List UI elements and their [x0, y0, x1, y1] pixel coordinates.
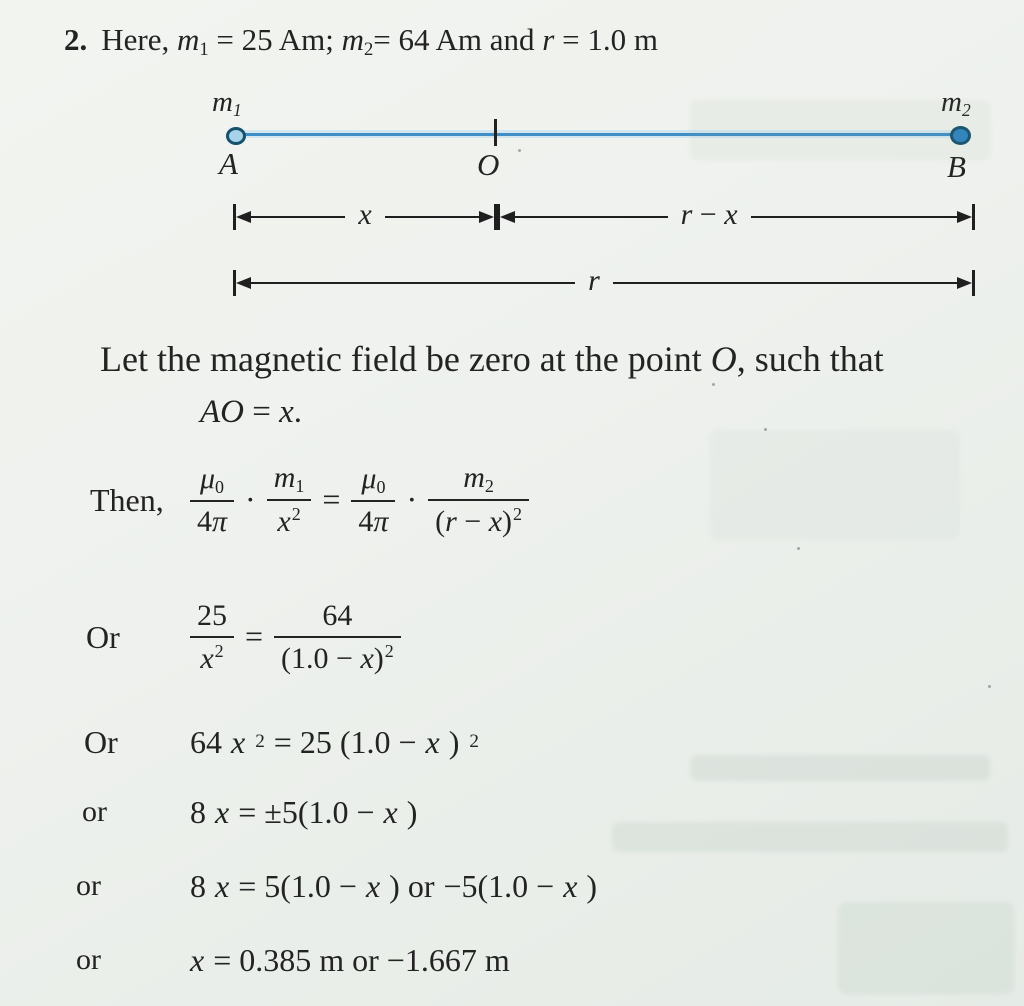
given-values-text: Here, m1 = 25 Am; m2= 64 Am and r = 1.0 m [101, 22, 658, 61]
dust-speck [797, 547, 800, 550]
bleed-through-smudge [710, 430, 960, 540]
bleed-through-smudge [690, 755, 990, 781]
row-label-or: or [76, 869, 101, 902]
row-label-or: Or [86, 618, 120, 655]
bleed-through-smudge [838, 902, 1014, 994]
arrowhead-right-icon [479, 211, 494, 223]
equation-two-cases: 8 x = 5(1.0 − x ) or −5(1.0 − x ) [190, 867, 598, 904]
row-label-or: or [76, 943, 101, 976]
measure-line [251, 282, 575, 284]
fraction-25-x2: $\frac{25}{x^2}$ [190, 599, 234, 675]
arrowhead-left-icon [236, 277, 251, 289]
measure-line [515, 216, 668, 218]
pole-dot-a [226, 127, 246, 145]
equals-sign: = [245, 618, 264, 655]
equation-field-balance [190, 461, 529, 539]
bleed-through-smudge [612, 822, 1008, 852]
dust-speck [764, 428, 767, 431]
measure-label-r: r [588, 264, 600, 297]
arrowhead-left-icon [500, 211, 515, 223]
problem-number: 2. [64, 22, 88, 57]
dimension-arrow-r [233, 264, 975, 297]
row-label-or: or [82, 795, 107, 828]
measure-label-x: x [358, 198, 372, 231]
dot-operator: · [245, 481, 256, 518]
dust-speck [518, 149, 521, 152]
label-m2: m2 [941, 86, 971, 120]
row-label-or: Or [84, 723, 118, 760]
solution-intro-text: Let the magnetic field be zero at the point O, such that [100, 339, 884, 379]
fraction-mu0-4pi: $\frac{\mu 0}{4\pi}$ [190, 462, 234, 539]
fraction-64-1-minus-x-squared: $\frac{64}{(1.0 - x)^2}$ [274, 599, 401, 675]
measure-line [251, 216, 345, 218]
equation-sqrt: 8 x = ±5(1.0 − x ) [190, 793, 418, 830]
equation-result: x = 0.385 m or −1.667 m [190, 941, 510, 978]
label-point-b: B [947, 149, 966, 184]
arrowhead-right-icon [957, 211, 972, 223]
dust-speck [988, 685, 991, 688]
equation-row-or-1 [0, 584, 1024, 690]
equation-ratio [190, 599, 401, 675]
dimension-arrow-r-minus-x [497, 198, 975, 231]
point-o-tick [494, 119, 497, 146]
arrowhead-right-icon [957, 277, 972, 289]
measure-end-bar [972, 204, 975, 230]
label-m1: m1 [212, 86, 242, 120]
measure-line [385, 216, 479, 218]
row-label-then: Then, [90, 481, 164, 518]
dust-speck [712, 383, 715, 386]
equation-expanded: 64 x 2 = 25 (1.0 − x ) 2 [190, 723, 479, 760]
measure-label-r-minus-x: r − x [680, 198, 738, 231]
measure-line [613, 282, 957, 284]
equals-sign: = [322, 481, 341, 518]
label-point-a: A [219, 146, 238, 181]
bleed-through-smudge [690, 100, 990, 160]
arrowhead-left-icon [236, 211, 251, 223]
problem-statement [64, 22, 658, 61]
fraction-m2-r-minus-x-squared: $\frac{m2}{(r - x)^2}$ [428, 461, 529, 539]
dimension-arrow-x [233, 198, 497, 231]
label-point-o: O [477, 147, 500, 182]
fraction-mu0-4pi: $\frac{\mu 0}{4\pi}$ [351, 462, 395, 539]
ao-equals-x-text: AO = x. [200, 394, 303, 430]
dot-operator: · [406, 481, 418, 518]
measure-end-bar [972, 270, 975, 296]
measure-line [751, 216, 957, 218]
fraction-m1-x2: $\frac{m1}{x^2}$ [267, 461, 312, 539]
